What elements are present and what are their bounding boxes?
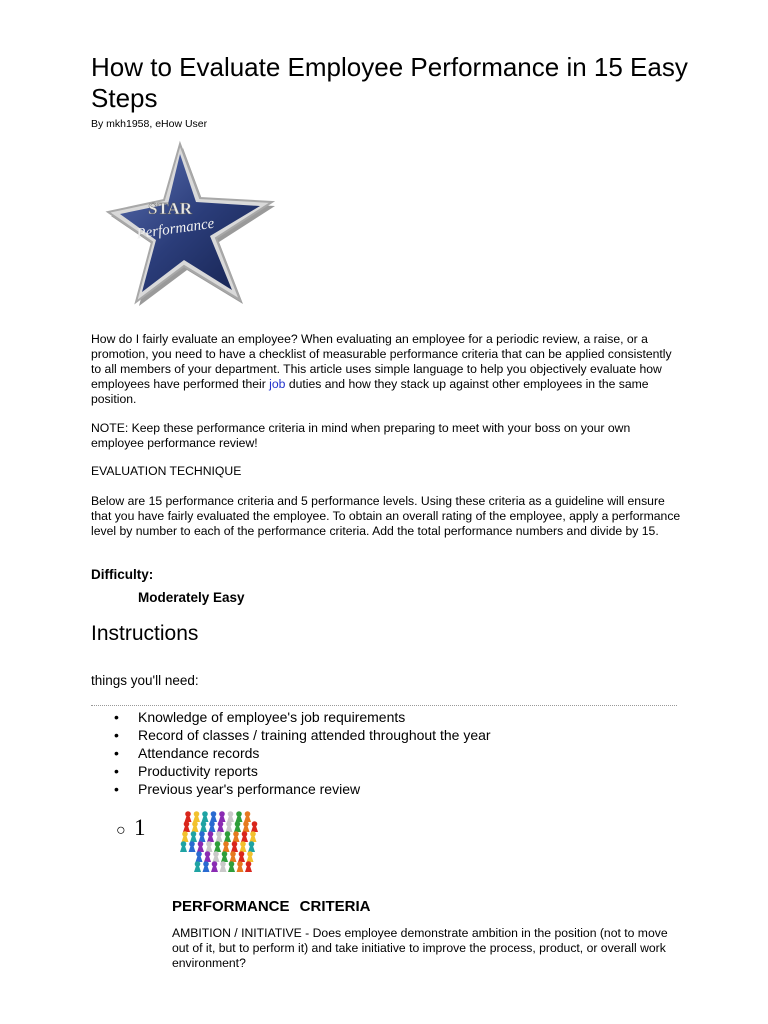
bullet-icon: •	[114, 727, 119, 743]
bullet-icon: •	[114, 781, 119, 797]
list-item: • Productivity reports	[114, 763, 258, 779]
difficulty-value: Moderately Easy	[138, 590, 245, 605]
criteria-text: AMBITION / INITIATIVE - Does employee demonstrate ambition in the position (not to move out of it, but to perform it) and take initiative to improve the process, product, or overall work environment?	[172, 926, 668, 970]
technique-paragraph: Below are 15 performance criteria and 5 performance levels. Using these criteria as a guideline will ensure that you have fairly evaluated the employee. To obtain an overall rating of the employee, apply a performance level by number to each of the performance criteria. Add the total performance numbers and divide by 15.	[91, 494, 681, 538]
bullet-icon: •	[114, 709, 119, 725]
list-item: • Record of classes / training attended throughout the year	[114, 727, 491, 743]
article-title: How to Evaluate Employee Performance in 15 Easy Steps	[91, 52, 688, 113]
things-needed-label: things you'll need:	[91, 673, 199, 688]
list-item: • Previous year's performance review	[114, 781, 361, 797]
list-item: • Knowledge of employee's job requirements	[114, 709, 406, 725]
game-pawns-image	[178, 806, 266, 878]
byline: By mkh1958, eHow User	[91, 118, 208, 130]
divider	[91, 705, 677, 706]
step-bullet-icon: ○	[116, 822, 126, 839]
criteria-heading: PERFORMANCE CRITERIA	[172, 898, 371, 915]
star-text-line1: STAR	[147, 199, 193, 218]
star-performance-image	[100, 138, 275, 308]
note-paragraph: NOTE: Keep these performance criteria in mind when preparing to meet with your boss on your own employee performance review!	[91, 421, 631, 450]
star-text-line2: Performance	[135, 215, 216, 243]
things-needed-list	[112, 708, 491, 798]
instructions-heading: Instructions	[91, 622, 199, 645]
job-link[interactable]: job	[269, 377, 286, 391]
technique-heading: EVALUATION TECHNIQUE	[91, 464, 242, 478]
intro-paragraph: How do I fairly evaluate an employee? When evaluating an employee for a periodic review, a raise, or a promotion, you need to have a checklist of measurable performance criteria that can be applied consistently to all members of your department. This article uses simple language to help you objectively evaluate how employees have performed their job duties and how they stack up against other employees in the same position.	[91, 332, 672, 406]
bullet-icon: •	[114, 745, 119, 761]
list-item: • Attendance records	[114, 745, 260, 761]
difficulty-label: Difficulty:	[91, 567, 154, 582]
step-number: 1	[134, 815, 146, 840]
bullet-icon: •	[114, 763, 119, 779]
